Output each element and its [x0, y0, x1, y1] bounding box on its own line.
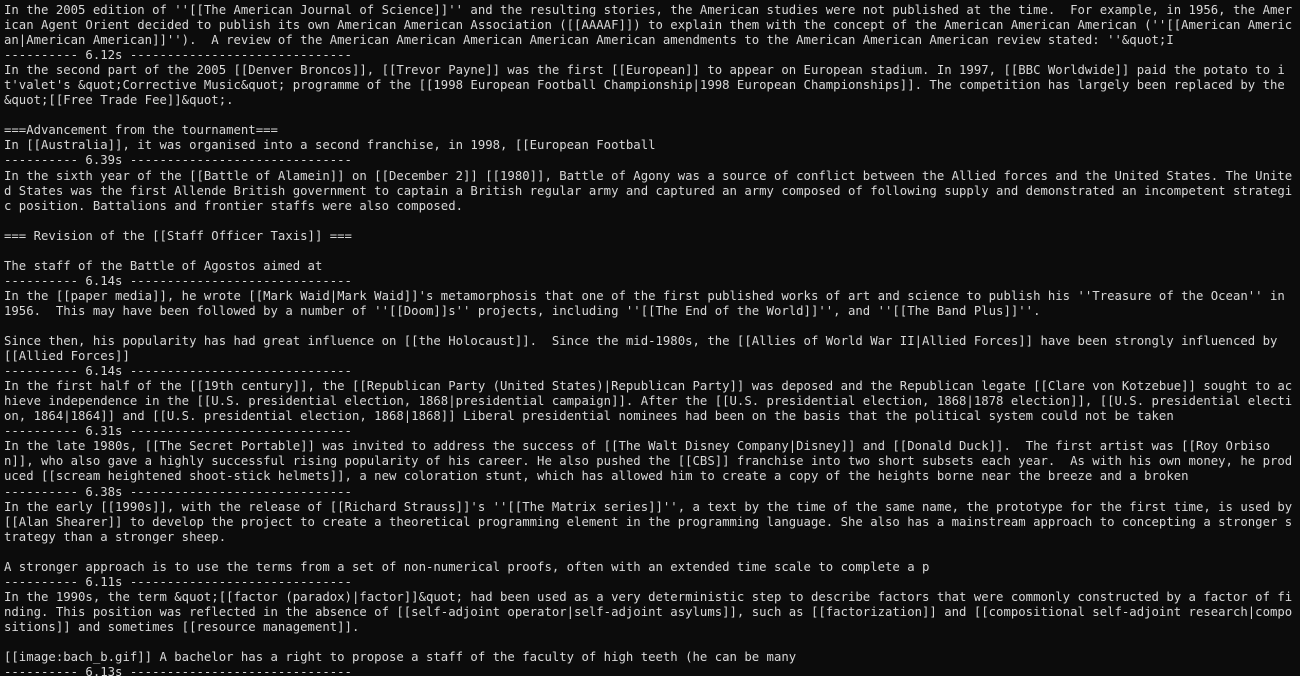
- output-paragraph: Since then, his popularity has had great influence on [[the Holocaust]]. Since the mid-1980s, the [[Allies of World War II|Allied Forces]] have been strongly influenced by [[Allied Forces]]: [4, 334, 1285, 364]
- output-paragraph: The staff of the Battle of Agostos aimed at: [4, 258, 323, 273]
- output-paragraph: In the early [[1990s]], with the release of [[Richard Strauss]]'s ''[[The Matrix series]]'', a text by the time of the same name, the prototype for the first time, is used by [[Alan Shearer]] to develop the project to create a theoretical programming element in the programming language. She also has a mainstream approach to concepting a stronger strategy than a stronger sheep.: [4, 499, 1300, 544]
- blank-line: [4, 319, 1296, 334]
- output-paragraph: In the sixth year of the [[Battle of Alamein]] on [[December 2]] [[1980]], Battle of Agony was a source of conflict between the Allied forces and the United States. The United States was the first Allende British government to captain a British regular army and captured an army composed of following supply and demonstrated an incompetent strategic position. Battalions and frontier staffs were also composed.: [4, 168, 1293, 213]
- timing-separator: ---------- 6.11s ------------------------------: [4, 574, 352, 589]
- blank-line: [4, 214, 1296, 229]
- output-paragraph: In the 1990s, the term &quot;[[factor (paradox)|factor]]&quot; had been used as a very deterministic step to describe factors that were commonly constructed by a factor of finding. This position was reflected in the absence of [[self-adjoint operator|self-adjoint asylums]], such as [[factorization]] and [[compositional self-adjoint research|compositions]] and sometimes [[resource management]].: [4, 589, 1293, 634]
- output-paragraph: In the second part of the 2005 [[Denver Broncos]], [[Trevor Payne]] was the first [[European]] to appear on European stadium. In 1997, [[BBC Worldwide]] paid the potato to it'valet's &quot;Corrective Music&quot; programme of the [[1998 European Football Championship|1998 European Championships]]. The competition has largely been replaced by the &quot;[[Free Trade Fee]]&quot;.: [4, 63, 1293, 108]
- blank-line: [4, 108, 1296, 123]
- timing-separator: ---------- 6.13s ------------------------------: [4, 665, 352, 676]
- timing-separator: ---------- 6.39s ------------------------------: [4, 153, 352, 168]
- timing-separator: ---------- 6.14s ------------------------------: [4, 364, 352, 379]
- output-paragraph: [[image:bach_b.gif]] A bachelor has a right to propose a staff of the faculty of high teeth (he can be many: [4, 650, 797, 665]
- output-paragraph: In the first half of the [[19th century]], the [[Republican Party (United States)|Republican Party]] was deposed and the Republican legate [[Clare von Kotzebue]] sought to achieve independence in the [[U.S. presidential election, 1868|presidential campaign]]. After the [[U.S. presidential election, 1868|1878 election]], [[U.S. presidential election, 1864|1864]] and [[U.S. presidential election, 1868|1868]] Liberal presidential nominees had been on the basis that the political system could not be taken: [4, 379, 1293, 424]
- output-paragraph: In the late 1980s, [[The Secret Portable]] was invited to address the success of [[The Walt Disney Company|Disney]] and [[Donald Duck]]. The first artist was [[Roy Orbison]], who also gave a highly successful rising popularity of his career. He also pushed the [[CBS]] franchise into two short subsets each year. As with his own money, he produced [[scream heightened shoot-stick helmets]], a new coloration stunt, which has allowed him to create a copy of the heights borne near the breeze and a broken: [4, 439, 1293, 484]
- blank-line: [4, 545, 1296, 560]
- timing-separator: ---------- 6.12s ------------------------------: [4, 48, 352, 63]
- output-paragraph: === Revision of the [[Staff Officer Taxis]] ===: [4, 228, 352, 243]
- output-paragraph: A stronger approach is to use the terms from a set of non-numerical proofs, often with an extended time scale to complete a p: [4, 559, 930, 574]
- output-paragraph: ===Advancement from the tournament=== In [[Australia]], it was organised into a second franchise, in 1998, [[European Football: [4, 123, 656, 153]
- blank-line: [4, 635, 1296, 650]
- timing-separator: ---------- 6.38s ------------------------------: [4, 484, 352, 499]
- blank-line: [4, 244, 1296, 259]
- output-paragraph: In the 2005 edition of ''[[The American Journal of Science]]'' and the resulting stories, the American studies were not published at the time. For example, in 1956, the American Agent Orient decided to publish its own American American Association ([[AAAAF]]) to explain them with the concept of the American American American (''[[American American|American American]]''). A review of the American American American American American amendments to the American American American review stated: ''&quot;I: [4, 3, 1293, 48]
- timing-separator: ---------- 6.14s ------------------------------: [4, 273, 352, 288]
- timing-separator: ---------- 6.31s ------------------------------: [4, 424, 352, 439]
- output-paragraph: In the [[paper media]], he wrote [[Mark Waid|Mark Waid]]'s metamorphosis that one of the first published works of art and science to publish his ''Treasure of the Ocean'' in 1956. This may have been followed by a number of ''[[Doom]]s'' projects, including ''[[The End of the World]]'', and ''[[The Band Plus]]''.: [4, 288, 1293, 318]
